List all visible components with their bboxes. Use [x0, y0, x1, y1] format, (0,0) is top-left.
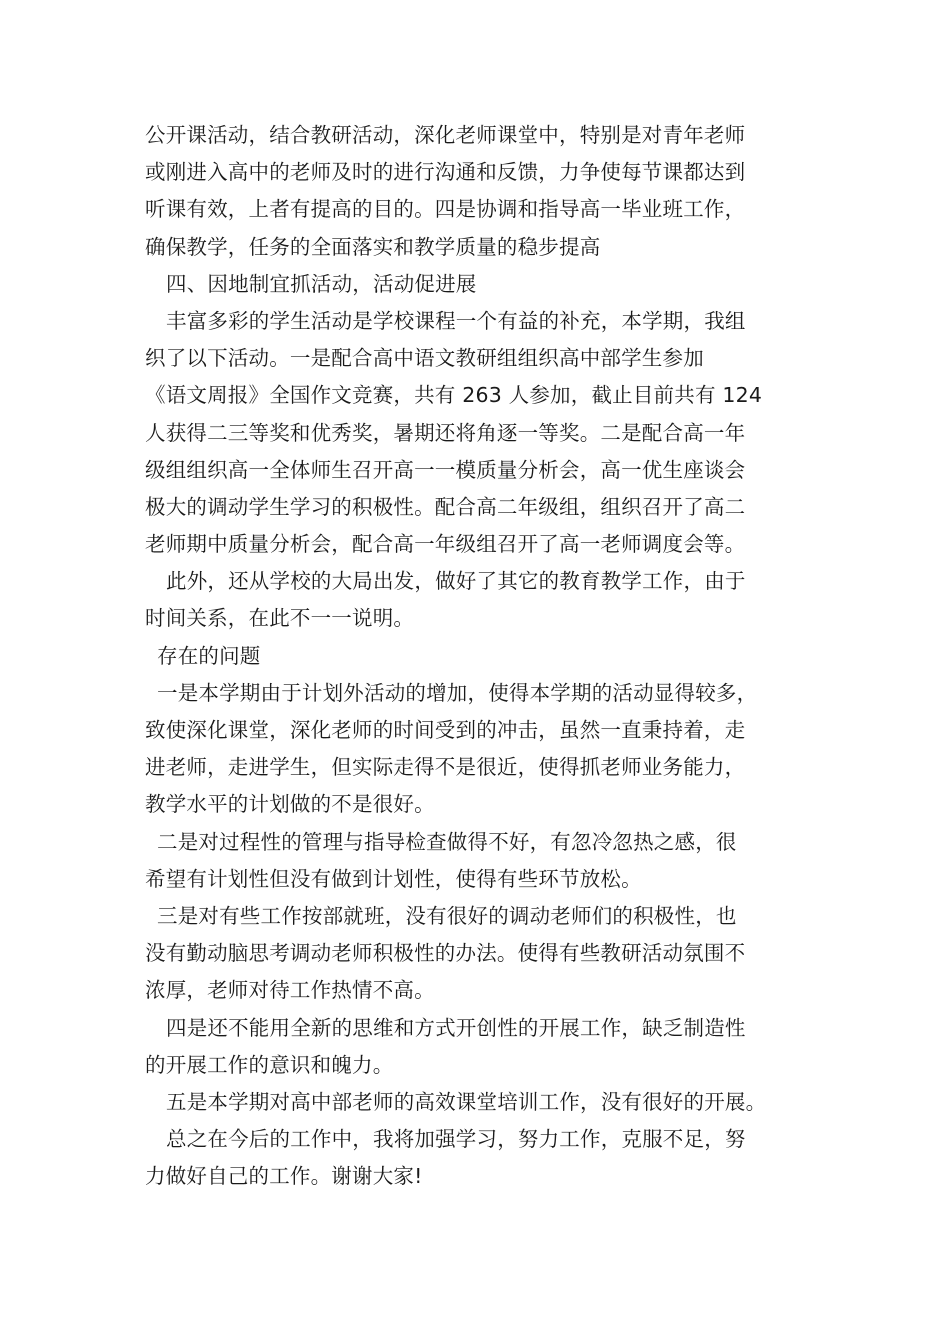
text-line: 此外，还从学校的大局出发，做好了其它的教育教学工作，由于 [166, 569, 746, 594]
text-line: 教学水平的计划做的不是很好。 [145, 792, 435, 817]
section-heading: 存在的问题 [157, 643, 261, 668]
text-line: 的开展工作的意识和魄力。 [145, 1052, 394, 1077]
text-line: 确保教学，任务的全面落实和教学质量的稳步提高 [145, 234, 601, 259]
section-heading: 四、因地制宜抓活动，活动促进展 [166, 271, 477, 296]
text-line: 极大的调动学生学习的积极性。配合高二年级组，组织召开了高二 [145, 494, 746, 519]
text-line: 公开课活动，结合教研活动，深化老师课堂中，特别是对青年老师 [145, 123, 746, 147]
text-line: 没有勤动脑思考调动老师积极性的办法。使得有些教研活动氛围不 [145, 941, 746, 966]
text-line: 一是本学期由于计划外活动的增加，使得本学期的活动显得较多， [157, 680, 758, 705]
text-line: 总之在今后的工作中，我将加强学习，努力工作，克服不足，努 [166, 1127, 746, 1152]
text-line: 四是还不能用全新的思维和方式开创性的开展工作，缺乏制造性 [166, 1015, 746, 1040]
text-line: 丰富多彩的学生活动是学校课程一个有益的补充，本学期，我组 [166, 308, 746, 333]
text-line: 致使深化课堂，深化老师的时间受到的冲击，虽然一直秉持着，走 [145, 718, 746, 742]
text-line: 希望有计划性但没有做到计划性，使得有些环节放松。 [145, 866, 642, 891]
text-line: 三是对有些工作按部就班，没有很好的调动老师们的积极性，也 [157, 903, 737, 928]
text-line: 二是对过程性的管理与指导检查做得不好，有忽冷忽热之感，很 [157, 829, 737, 854]
text-line: 人获得二三等奖和优秀奖，暑期还将角逐一等奖。二是配合高一年 [145, 420, 746, 445]
text-line: 时间关系，在此不一一说明。 [145, 606, 415, 631]
text-line: 听课有效，上者有提高的目的。四是协调和指导高一毕业班工作， [145, 197, 746, 222]
text-line: 或刚进入高中的老师及时的进行沟通和反馈，力争使每节课都达到 [145, 160, 746, 185]
text-line: 级组组织高一全体师生召开高一一模质量分析会，高一优生座谈会 [145, 457, 746, 482]
text-line: 织了以下活动。一是配合高中语文教研组组织高中部学生参加 [145, 346, 704, 371]
text-line: 《语文周报》全国作文竞赛，共有 263 人参加，截止目前共有 124 [145, 383, 763, 408]
text-line: 五是本学期对高中部老师的高效课堂培训工作，没有很好的开展。 [166, 1089, 767, 1114]
text-line: 老师期中质量分析会，配合高一年级组召开了高一老师调度会等。 [145, 532, 746, 557]
document-body [145, 117, 835, 1195]
text-line: 力做好自己的工作。谢谢大家! [145, 1164, 423, 1189]
text-line: 浓厚，老师对待工作热情不高。 [145, 978, 435, 1003]
text-line: 进老师，走进学生，但实际走得不是很近，使得抓老师业务能力， [145, 755, 746, 780]
